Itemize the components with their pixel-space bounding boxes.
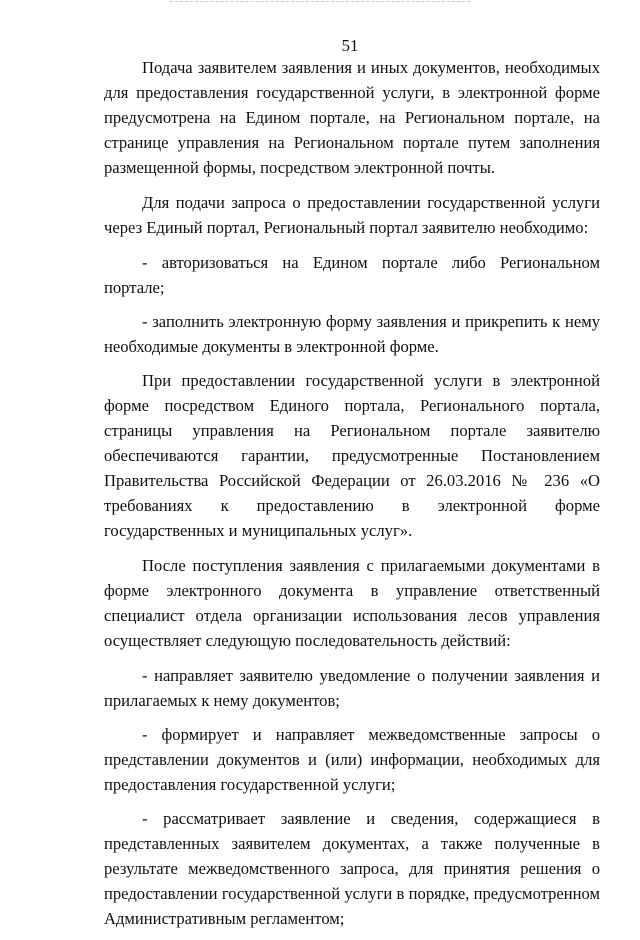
list-item-authorize: - авторизоваться на Едином портале либо Региональном портале;	[104, 253, 600, 297]
list-item-notify: - направляет заявителю уведомление о получении заявления и прилагаемых к нему документов;	[104, 666, 600, 710]
list-item-fill-form: - заполнить электронную форму заявления и прикрепить к нему необходимые документы в электронной форме.	[104, 312, 600, 356]
list-item-interagency-requests: - формирует и направляет межведомственные запросы о представлении документов и (или) информации, необходимых для предоставления государственной услуги;	[104, 725, 600, 794]
paragraph-guarantees: При предоставлении государственной услуги в электронной форме посредством Единого портала, Регионального портала, страницы управления на Региональном портале заявителю обеспечиваются гарантии, предусмотренные Постановлением Правительства Российской Федерации от 26.03.2016 № 236 «О требованиях к предоставлению в электронной форме государственных и муниципальных услуг».	[104, 371, 600, 540]
list-item-review: - рассматривает заявление и сведения, содержащиеся в представленных заявителем документах, а также полученные в результате межведомственного запроса, для принятия решения о предоставлении государственной услуги в порядке, предусмотренном Административным регламентом;	[104, 809, 600, 928]
paragraph-portal-request: Для подачи запроса о предоставлении государственной услуги через Единый портал, Региональный портал заявителю необходимо:	[104, 193, 600, 237]
top-edge-rule	[170, 1, 470, 2]
paragraph-after-receipt: После поступления заявления с прилагаемыми документами в форме электронного документа в управление ответственный специалист отдела организации использования лесов управления осуществляет следующую последовательность действий:	[104, 556, 600, 650]
paragraph-electronic-submission: Подача заявителем заявления и иных документов, необходимых для предоставления государственной услуги, в электронной форме предусмотрена на Едином портале, на Региональном портале, на странице управления на Региональном портале путем заполнения размещенной формы, посредством электронной почты.	[104, 58, 600, 177]
page-number: 51	[341, 36, 359, 55]
document-body	[104, 55, 600, 940]
